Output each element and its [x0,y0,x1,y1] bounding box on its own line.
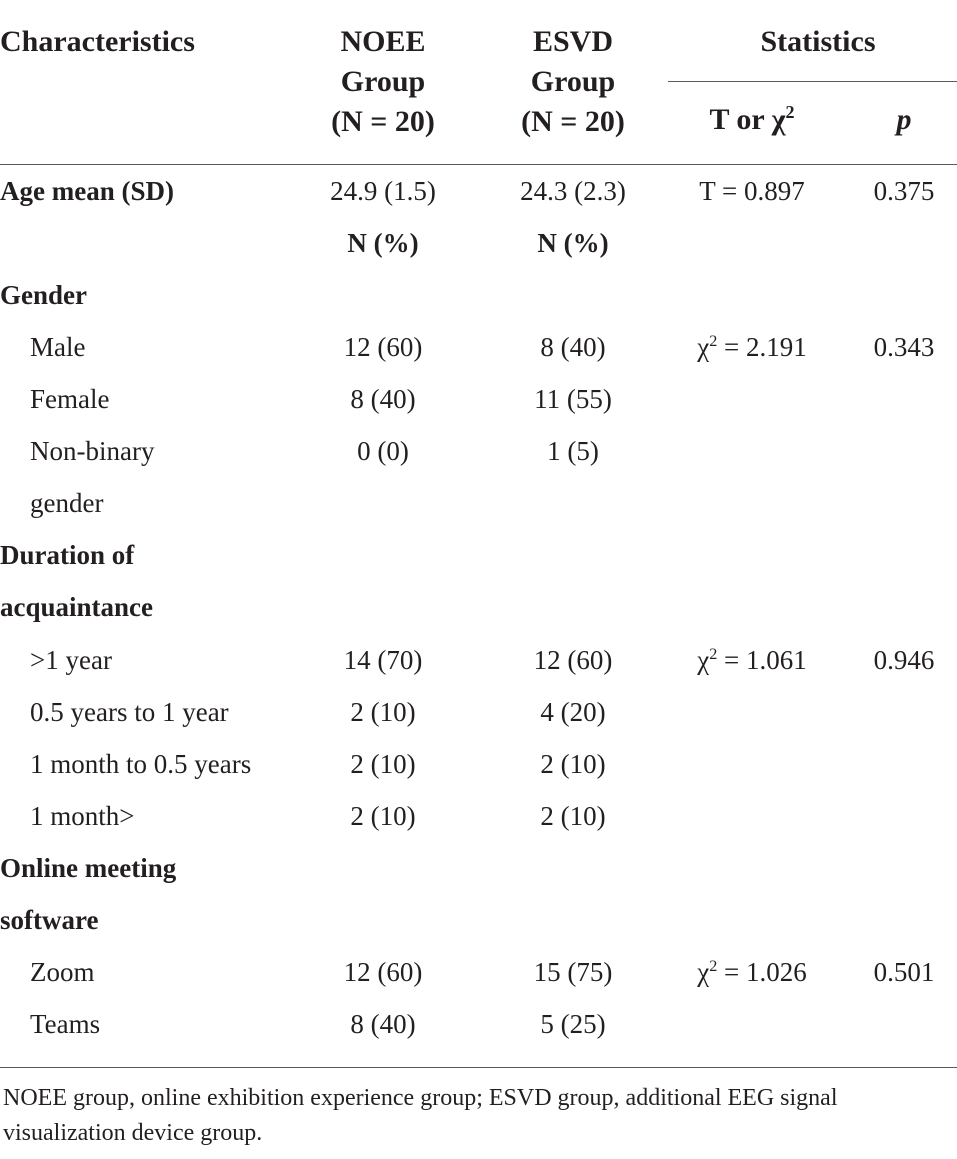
npct-noee: N (%) [347,228,419,258]
table-bottom-rule [0,1067,957,1068]
duration-1y-esvd: 12 (60) [533,645,613,675]
header-p: p [896,103,912,136]
duration-lt-month-label: 1 month> [30,801,135,831]
duration-label-2: acquaintance [0,592,154,622]
gender-male-esvd: 8 (40) [540,332,606,362]
header-noee: NOEE Group (N = 20) [331,25,435,138]
gender-female-noee: 8 (40) [350,384,416,414]
gender-male-noee: 12 (60) [343,332,423,362]
duration-lt-month-esvd: 2 (10) [540,801,606,831]
software-teams-esvd: 5 (25) [540,1009,606,1039]
gender-nonbinary-label: Non-binary [30,436,155,466]
statistics-underline [668,81,957,82]
duration-stat: $\chi^2 = 1.061$ [697,645,807,675]
duration-lt-month-noee: 2 (10) [350,801,416,831]
software-label: Online meeting [0,853,177,883]
header-bottom-rule [0,164,957,165]
table-footnote: NOEE group, online exhibition experience group; ESVD group, additional EEG signal visualization device group. [3,1085,838,1146]
gender-stat: $\chi^2 = 2.191$ [697,332,807,362]
gender-nonbinary-label-2: gender [30,488,104,518]
age-p: 0.375 [873,176,935,206]
gender-nonbinary-noee: 0 (0) [357,436,409,466]
gender-female-esvd: 11 (55) [534,384,612,414]
gender-label: Gender [0,280,87,310]
duration-halfyear-esvd: 4 (20) [540,697,606,727]
duration-month-esvd: 2 (10) [540,749,606,779]
software-zoom-label: Zoom [30,957,95,987]
software-zoom-esvd: 15 (75) [533,957,613,987]
software-zoom-noee: 12 (60) [343,957,423,987]
duration-1y-label: >1 year [30,645,112,675]
gender-nonbinary-esvd: 1 (5) [547,436,599,466]
software-teams-label: Teams [30,1009,101,1039]
duration-1y-noee: 14 (70) [343,645,423,675]
header-characteristics: Characteristics [0,25,195,58]
npct-esvd: N (%) [537,228,609,258]
gender-p: 0.343 [873,332,935,362]
header-statistics: Statistics [760,25,876,58]
header-t-or-chi: T or $\chi^2$ [709,102,795,136]
duration-label: Duration of [0,540,135,570]
age-label: Age mean (SD) [0,176,174,206]
gender-male-label: Male [30,332,86,362]
duration-halfyear-label: 0.5 years to 1 year [30,697,229,727]
software-stat: $\chi^2 = 1.026$ [697,957,807,987]
software-label-2: software [0,905,99,935]
age-noee: 24.9 (1.5) [330,176,436,206]
age-stat: T = 0.897 [699,176,805,206]
software-p: 0.501 [873,957,935,987]
duration-month-noee: 2 (10) [350,749,416,779]
software-teams-noee: 8 (40) [350,1009,416,1039]
age-esvd: 24.3 (2.3) [520,176,626,206]
duration-p: 0.946 [873,645,935,675]
header-esvd: ESVD Group (N = 20) [521,25,625,138]
duration-month-label: 1 month to 0.5 years [30,749,252,779]
gender-female-label: Female [30,384,110,414]
duration-halfyear-noee: 2 (10) [350,697,416,727]
